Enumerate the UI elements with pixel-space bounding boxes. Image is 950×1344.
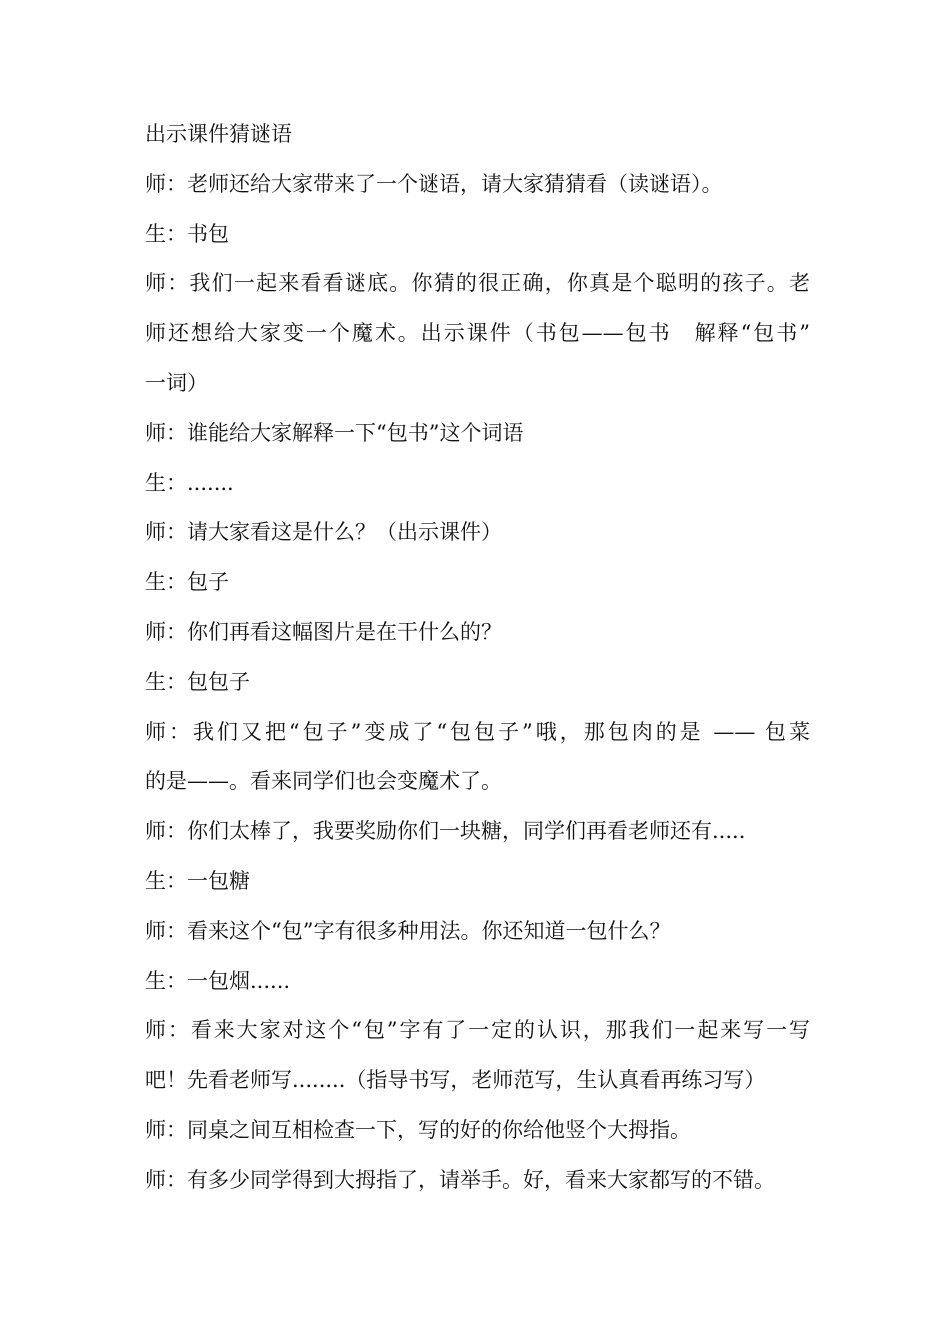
- text-line: 师：谁能给大家解释一下“包书”这个词语: [145, 420, 524, 445]
- text-line: 的是——。看来同学们也会变魔术了。: [145, 769, 502, 794]
- text-line: 师：你们太棒了，我要奖励你们一块糖，同学们再看老师还有.....: [145, 819, 746, 844]
- text-line: 师：我们又把“包子”变成了“包包子”哦，那包肉的是 —— 包菜: [145, 719, 810, 744]
- text-line: 生：.......: [145, 470, 234, 495]
- text-line: 师：你们再看这幅图片是在干什么的？: [145, 619, 502, 644]
- text-line: 出示课件猜谜语: [145, 122, 292, 146]
- text-line: 师：看来这个“包”字有很多种用法。你还知道一包什么？: [145, 918, 671, 943]
- text-line: 师还想给大家变一个魔术。出示课件（书包——包书 解释“包书”: [145, 321, 810, 346]
- text-line: 生：一包糖: [145, 868, 250, 893]
- text-line: 师：请大家看这是什么？（出示课件）: [145, 520, 502, 545]
- document-body: [145, 110, 810, 1206]
- text-line: 师：我们一起来看看谜底。你猜的很正确，你真是个聪明的孩子。老: [145, 271, 810, 296]
- text-line: 一词）: [145, 370, 208, 395]
- text-line: 师：老师还给大家带来了一个谜语，请大家猜猜看（读谜语）。: [145, 171, 723, 196]
- text-line: 生：包子: [145, 570, 229, 595]
- text-line: 生：一包烟......: [145, 968, 291, 993]
- text-line: 生：包包子: [145, 669, 250, 694]
- text-line: 师：有多少同学得到大拇指了，请举手。好，看来大家都写的不错。: [145, 1167, 775, 1192]
- text-line: 生：书包: [145, 221, 229, 246]
- text-line: 师：同桌之间互相检查一下，写的好的你给他竖个大拇指。: [145, 1117, 691, 1142]
- text-line: 师：看来大家对这个“包”字有了一定的认识，那我们一起来写一写: [145, 1018, 810, 1043]
- text-line: 吧！先看老师写........（指导书写，老师范写，生认真看再练习写）: [145, 1068, 766, 1093]
